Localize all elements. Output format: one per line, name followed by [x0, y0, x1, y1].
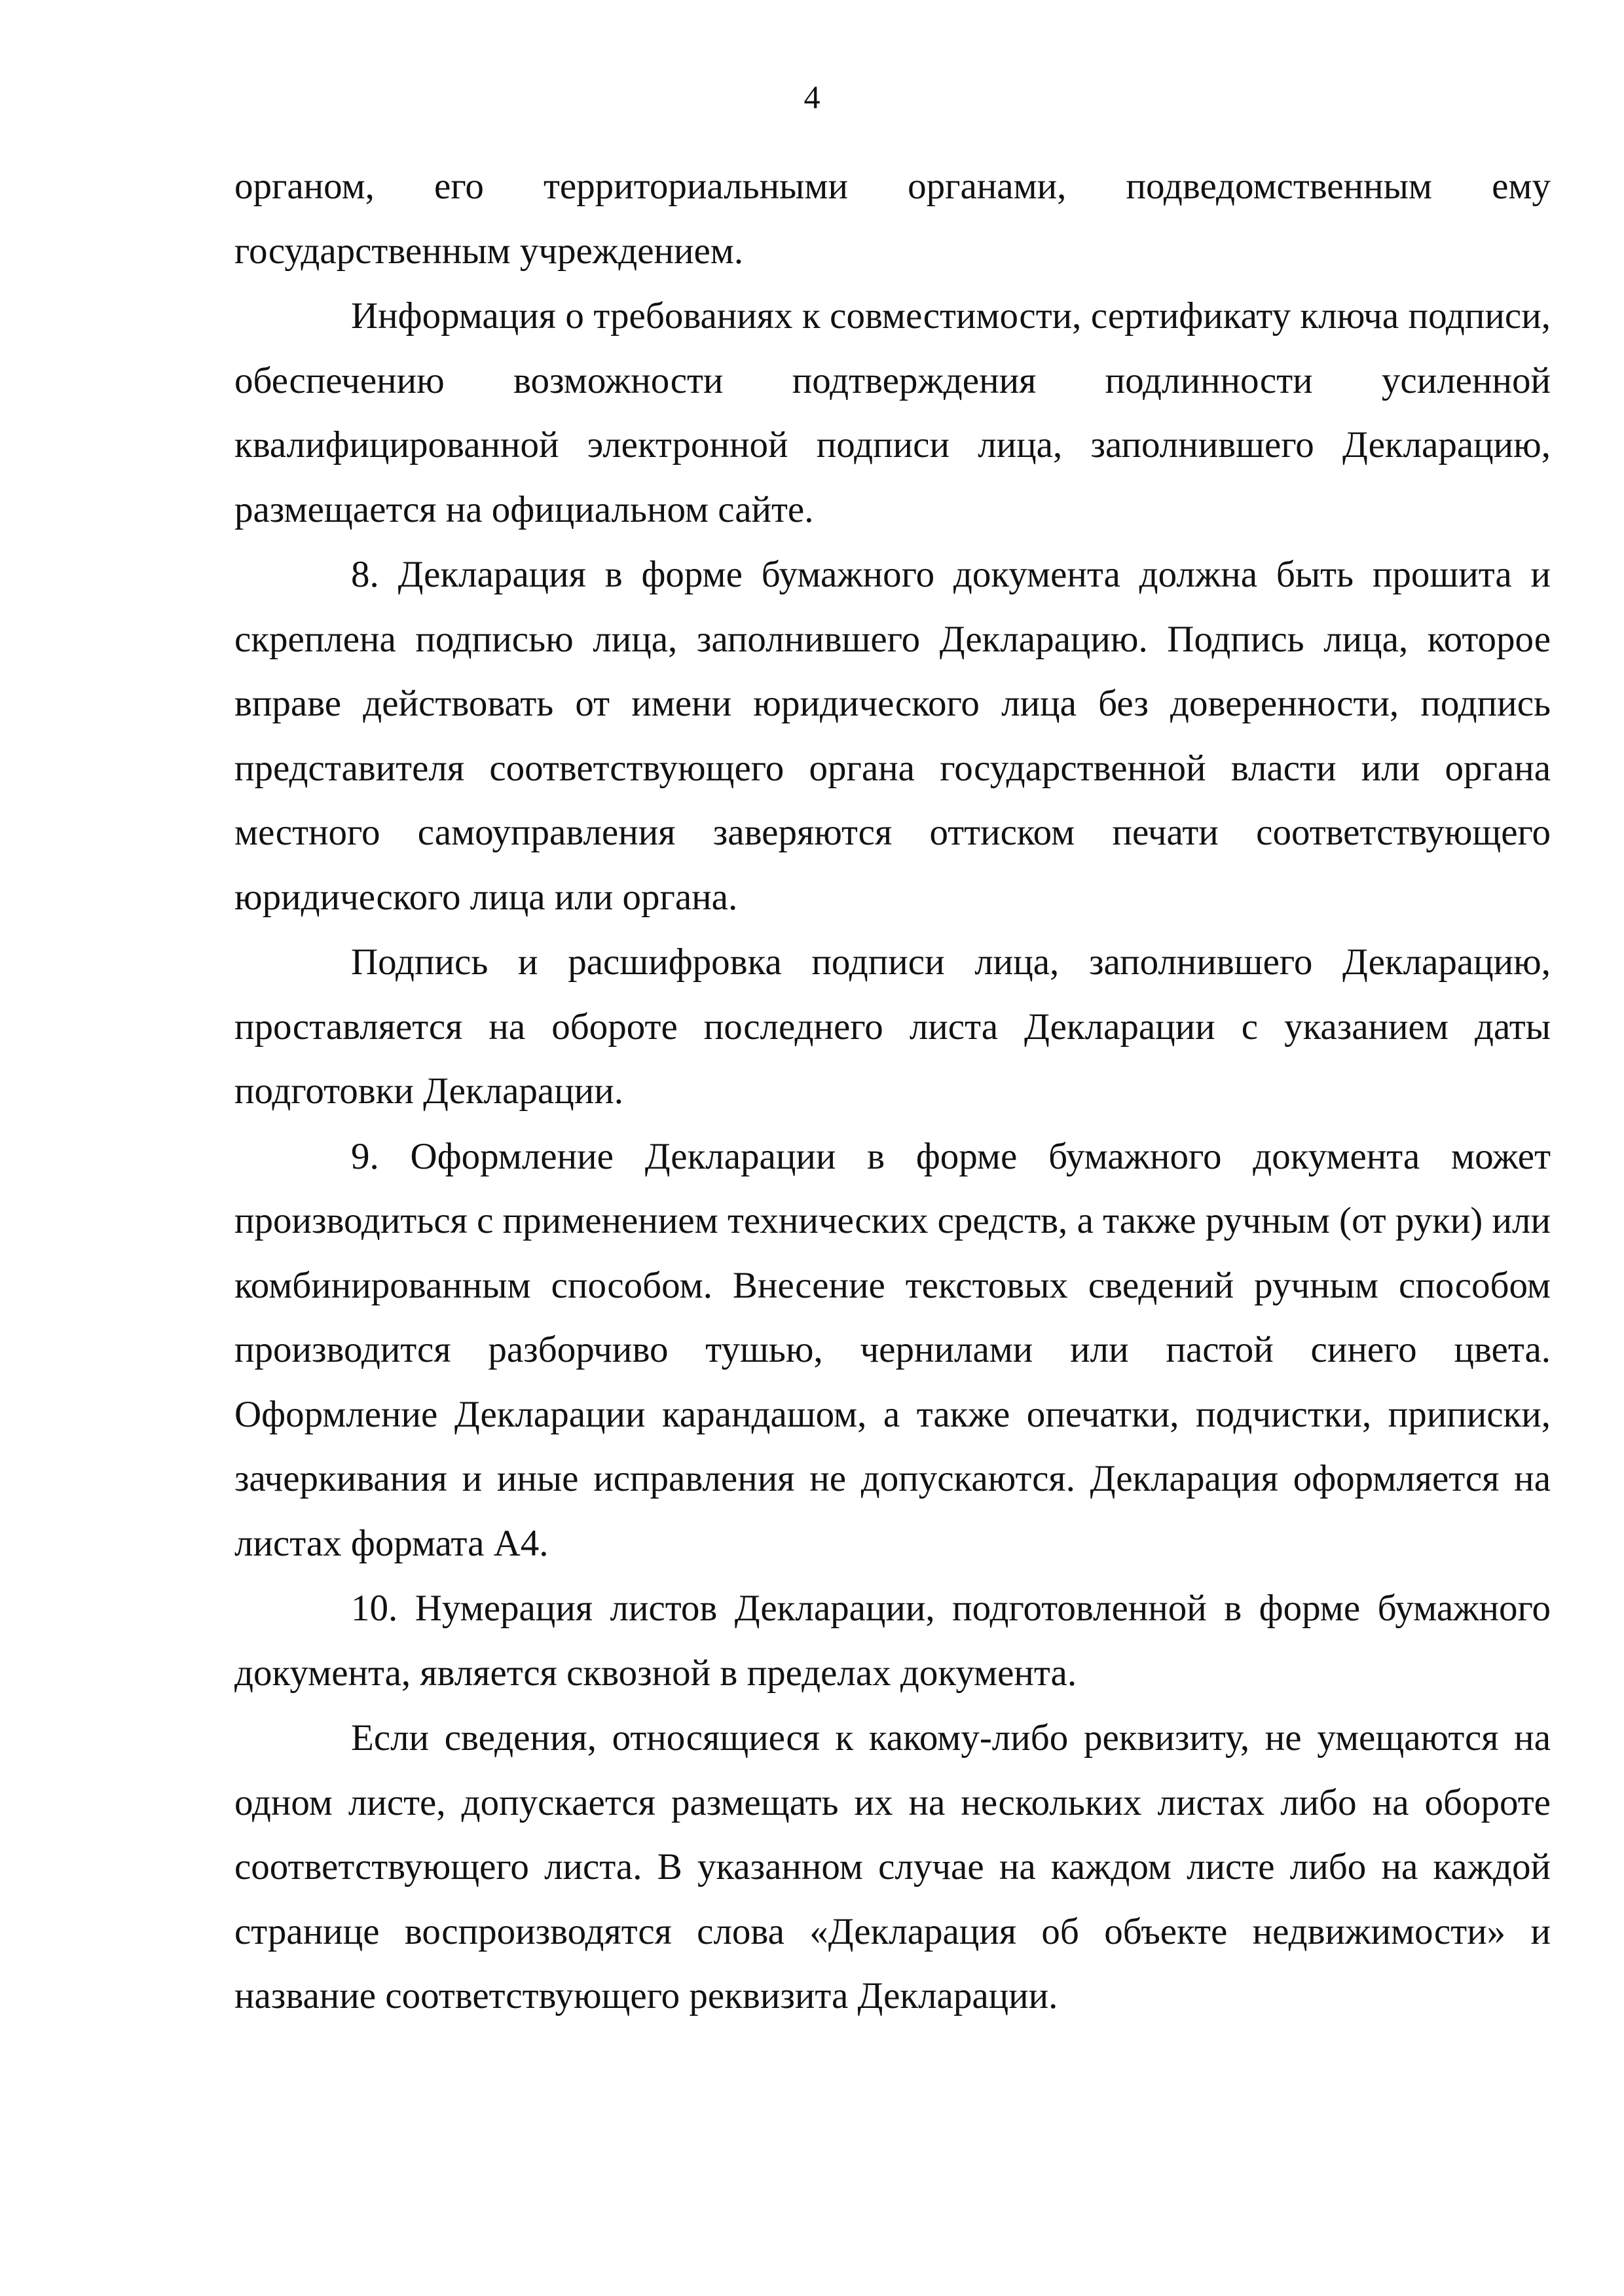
paragraph-item-10: 10. Нумерация листов Декларации, подготовленной в форме бумажного документа, является сквозной в пределах документа.: [234, 1588, 1551, 1694]
page-number: 4: [803, 79, 821, 115]
paragraph-signature-info: Информация о требованиях к совместимости, сертификату ключа подписи, обеспечению возможности подтверждения подлинности усиленной квалифицированной электронной подписи лица, заполнившего Декларацию, размещается на официальном сайте.: [234, 295, 1551, 530]
paragraph-multi-sheet: Если сведения, относящиеся к какому-либо реквизиту, не умещаются на одном листе, допускается размещать их на нескольких листах либо на обороте соответствующего листа. В указанном случае на каждом листе либо на каждой странице воспроизводятся слова «Декларация об объекте недвижимости» и название соответствующего реквизита Декларации.: [234, 1717, 1551, 2016]
paragraph-continuation: органом, его территориальными органами, подведомственным ему государственным учреждением.: [234, 166, 1551, 272]
document-body: [234, 155, 1551, 2029]
paragraph-signature-placement: Подпись и расшифровка подписи лица, заполнившего Декларацию, проставляется на обороте последнего листа Декларации с указанием даты подготовки Декларации.: [234, 941, 1551, 1112]
paragraph-item-9: 9. Оформление Декларации в форме бумажного документа может производиться с применением технических средств, а также ручным (от руки) или комбинированным способом. Внесение текстовых сведений ручным способом производится разборчиво тушью, чернилами или пастой синего цвета. Оформление Декларации карандашом, а также опечатки, подчистки, приписки, зачеркивания и иные исправления не допускаются. Декларация оформляется на листах формата А4.: [234, 1135, 1551, 1564]
paragraph-item-8: 8. Декларация в форме бумажного документа должна быть прошита и скреплена подписью лица, заполнившего Декларацию. Подпись лица, которое вправе действовать от имени юридического лица без доверенности, подпись представителя соответствующего органа государственной власти или органа местного самоуправления заверяются оттиском печати соответствующего юридического лица или органа.: [234, 554, 1551, 918]
